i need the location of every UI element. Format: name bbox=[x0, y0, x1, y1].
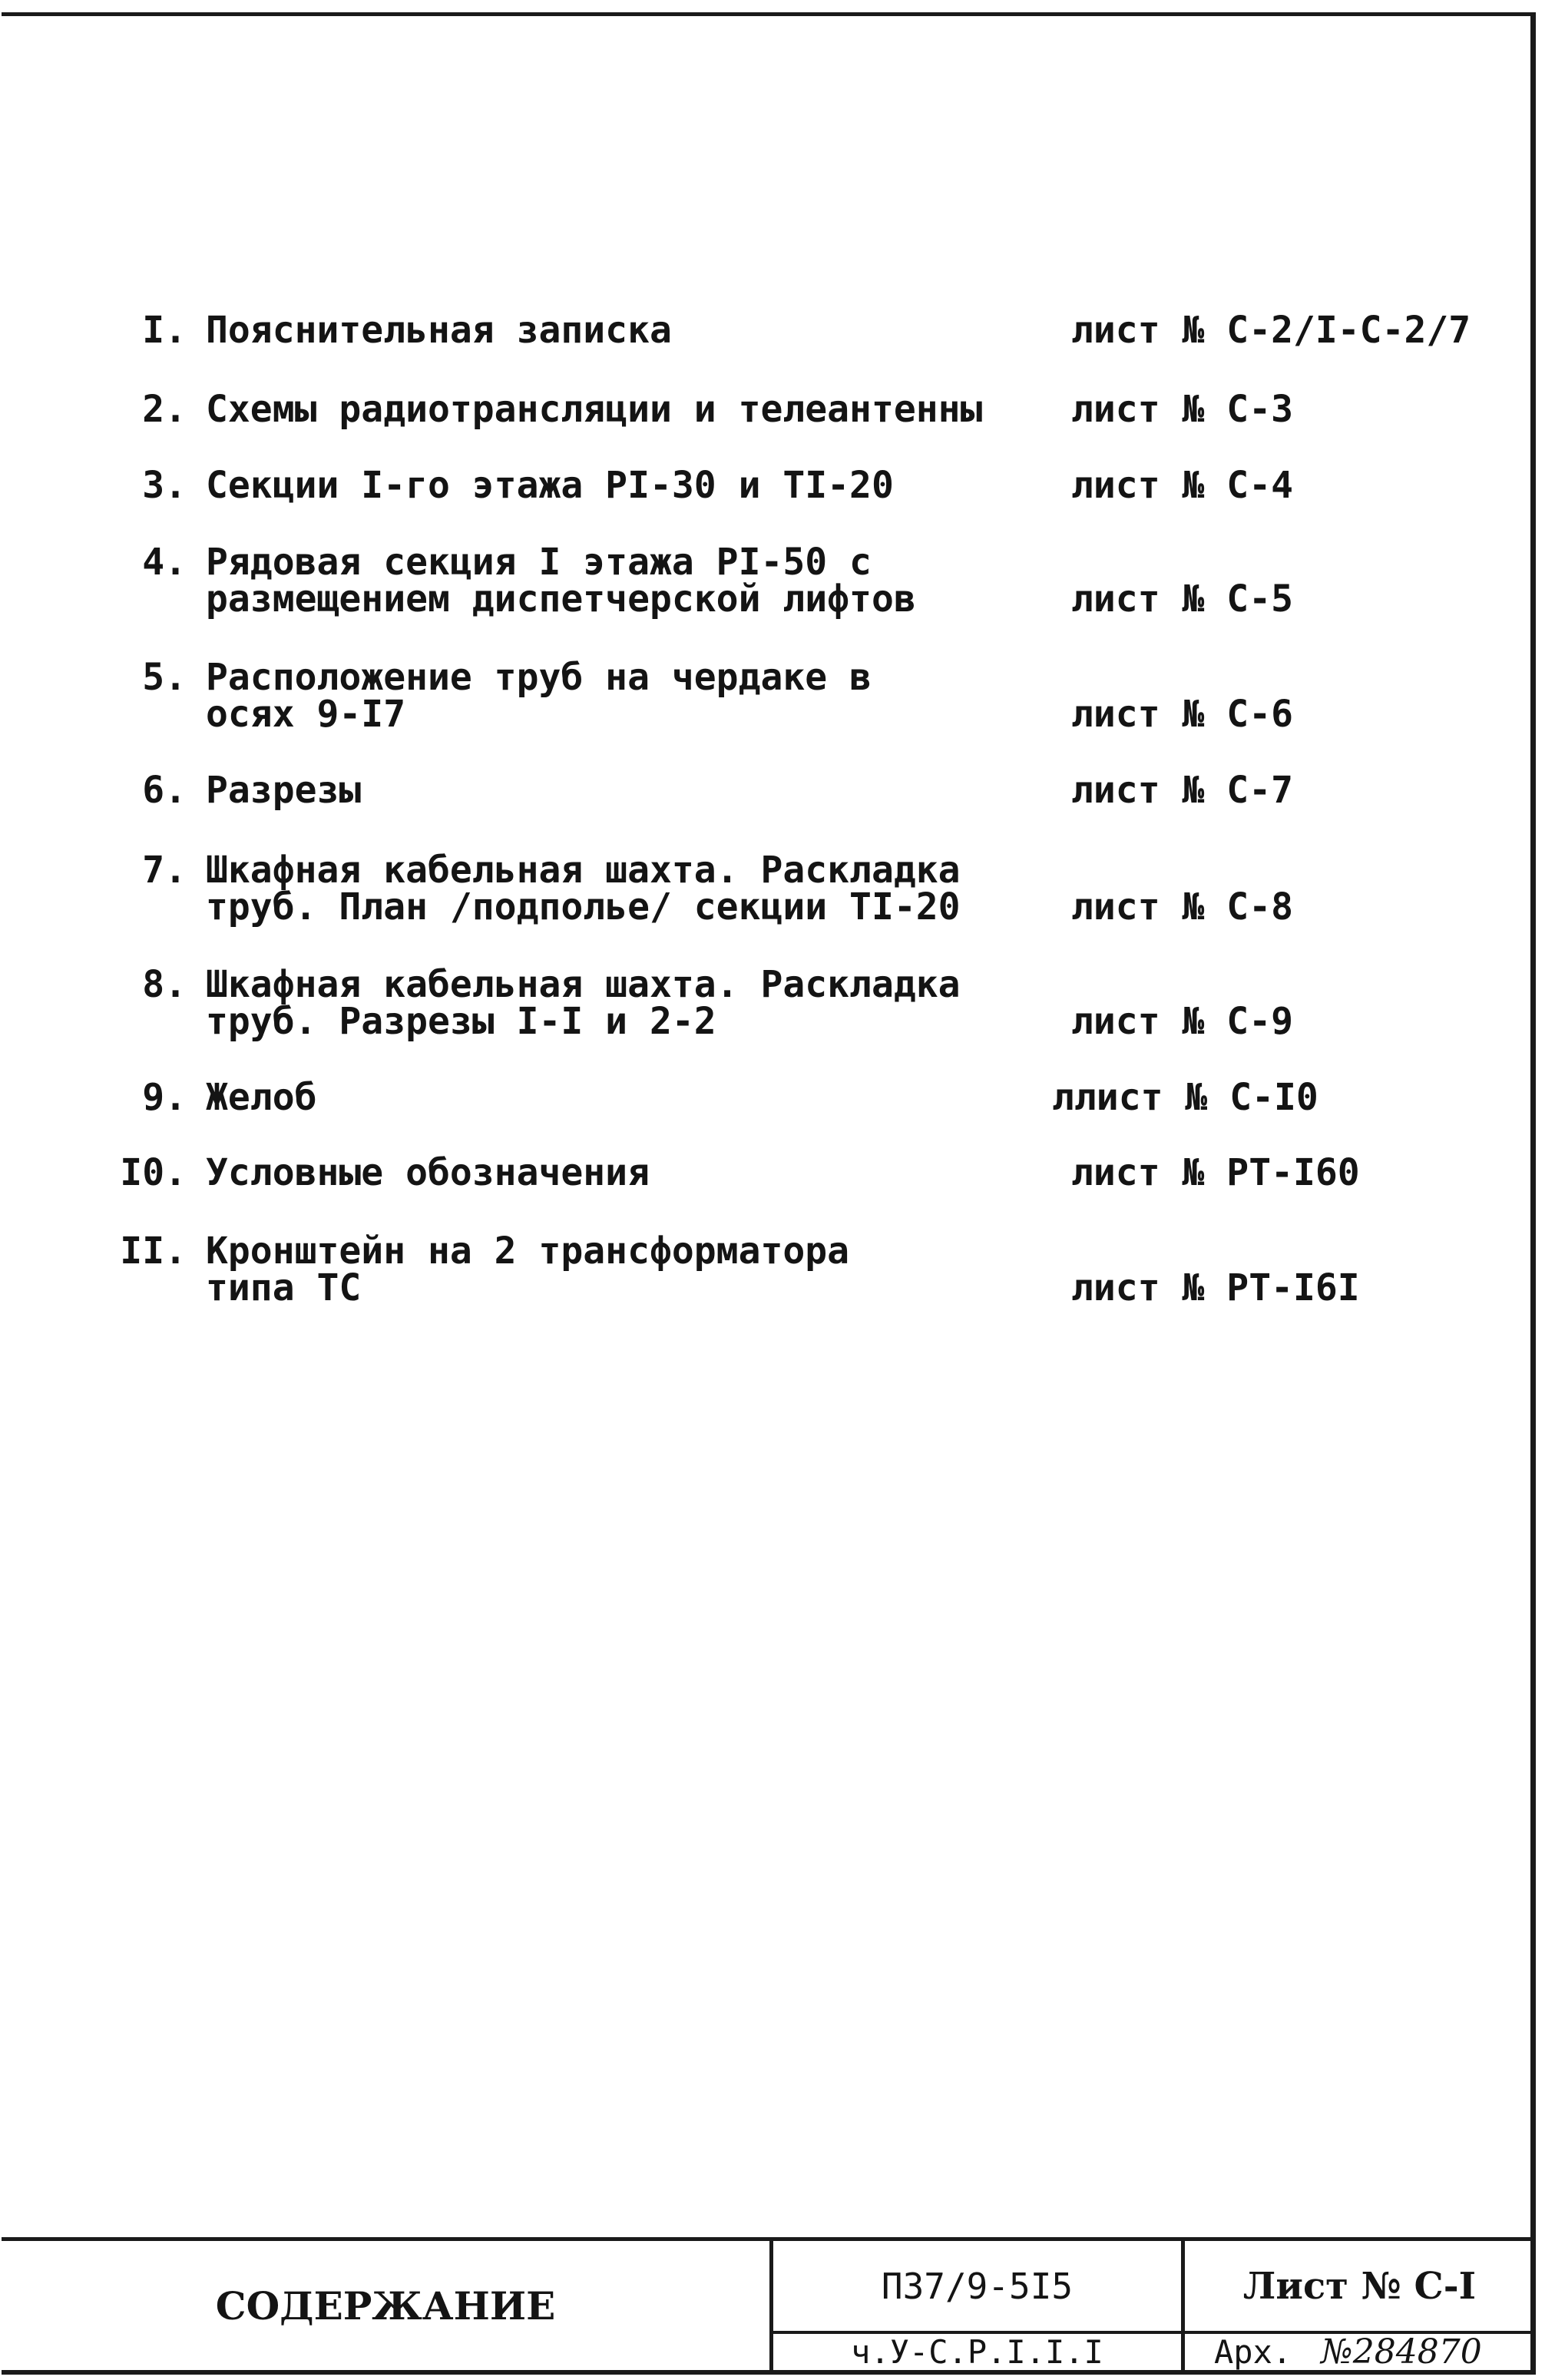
item-sheet-ref: лист № С-8 bbox=[1071, 885, 1293, 928]
item-title-line-2: типа ТС bbox=[206, 1266, 362, 1309]
item-sheet-ref: лист № PT-I60 bbox=[1071, 1151, 1360, 1194]
title-block bbox=[2, 2237, 1534, 2370]
item-title: Разрезы bbox=[206, 769, 362, 812]
title-block-title: СОДЕРЖАНИЕ bbox=[215, 2282, 556, 2329]
item-title: Шкафная кабельная шахта. Раскладка bbox=[206, 963, 961, 1006]
item-title: Расположение труб на чердаке в bbox=[206, 656, 872, 699]
item-sheet-ref: лист № С-3 bbox=[1071, 388, 1293, 431]
item-sheet-ref: лист № PT-I6I bbox=[1071, 1266, 1360, 1309]
item-title: Кронштейн на 2 трансформатора bbox=[206, 1230, 850, 1273]
item-number: 9. bbox=[142, 1076, 187, 1119]
item-title: Секции I-го этажа PI-30 и TI-20 bbox=[206, 464, 894, 507]
item-number: II. bbox=[120, 1230, 187, 1273]
item-number: 4. bbox=[142, 541, 187, 584]
item-sheet-ref: ллист № С-I0 bbox=[1052, 1076, 1318, 1119]
item-title-line-2: труб. План /подполье/ секции TI-20 bbox=[206, 885, 961, 928]
item-number: 5. bbox=[142, 656, 187, 699]
item-number: 2. bbox=[142, 388, 187, 431]
item-number: 7. bbox=[142, 849, 187, 892]
item-sheet-ref: лист № С-4 bbox=[1071, 464, 1293, 507]
archive-label: Арх. bbox=[1214, 2333, 1292, 2371]
item-sheet-ref: лист № С-2/I-С-2/7 bbox=[1071, 309, 1471, 352]
item-sheet-ref: лист № С-7 bbox=[1071, 769, 1293, 812]
item-number: I0. bbox=[120, 1151, 187, 1194]
item-sheet-ref: лист № С-9 bbox=[1071, 1000, 1293, 1043]
project-code: П37/9-5I5 bbox=[881, 2265, 1074, 2307]
item-number: 6. bbox=[142, 769, 187, 812]
item-sheet-ref: лист № С-5 bbox=[1071, 578, 1293, 621]
item-sheet-ref: лист № С-6 bbox=[1071, 693, 1293, 736]
part-code: ч.У-С.Р.I.I.I bbox=[851, 2333, 1103, 2371]
item-title: Рядовая секция I этажа PI-50 с bbox=[206, 541, 872, 584]
item-title-line-2: труб. Разрезы I-I и 2-2 bbox=[206, 1000, 716, 1043]
item-title: Схемы радиотрансляции и телеантенны bbox=[206, 388, 983, 431]
item-title: Условные обозначения bbox=[206, 1151, 650, 1194]
item-title: Желоб bbox=[206, 1076, 317, 1119]
item-title: Шкафная кабельная шахта. Раскладка bbox=[206, 849, 961, 892]
item-title-line-2: размещением диспетчерской лифтов bbox=[206, 578, 916, 621]
archive-number: №284870 bbox=[1321, 2332, 1482, 2372]
item-title: Пояснительная записка bbox=[206, 309, 672, 352]
item-number: I. bbox=[142, 309, 187, 352]
item-number: 8. bbox=[142, 963, 187, 1006]
item-number: 3. bbox=[142, 464, 187, 507]
sheet-number: Лист № С-I bbox=[1242, 2264, 1477, 2308]
archive-field bbox=[1185, 2334, 1534, 2370]
item-title-line-2: осях 9-I7 bbox=[206, 693, 406, 736]
